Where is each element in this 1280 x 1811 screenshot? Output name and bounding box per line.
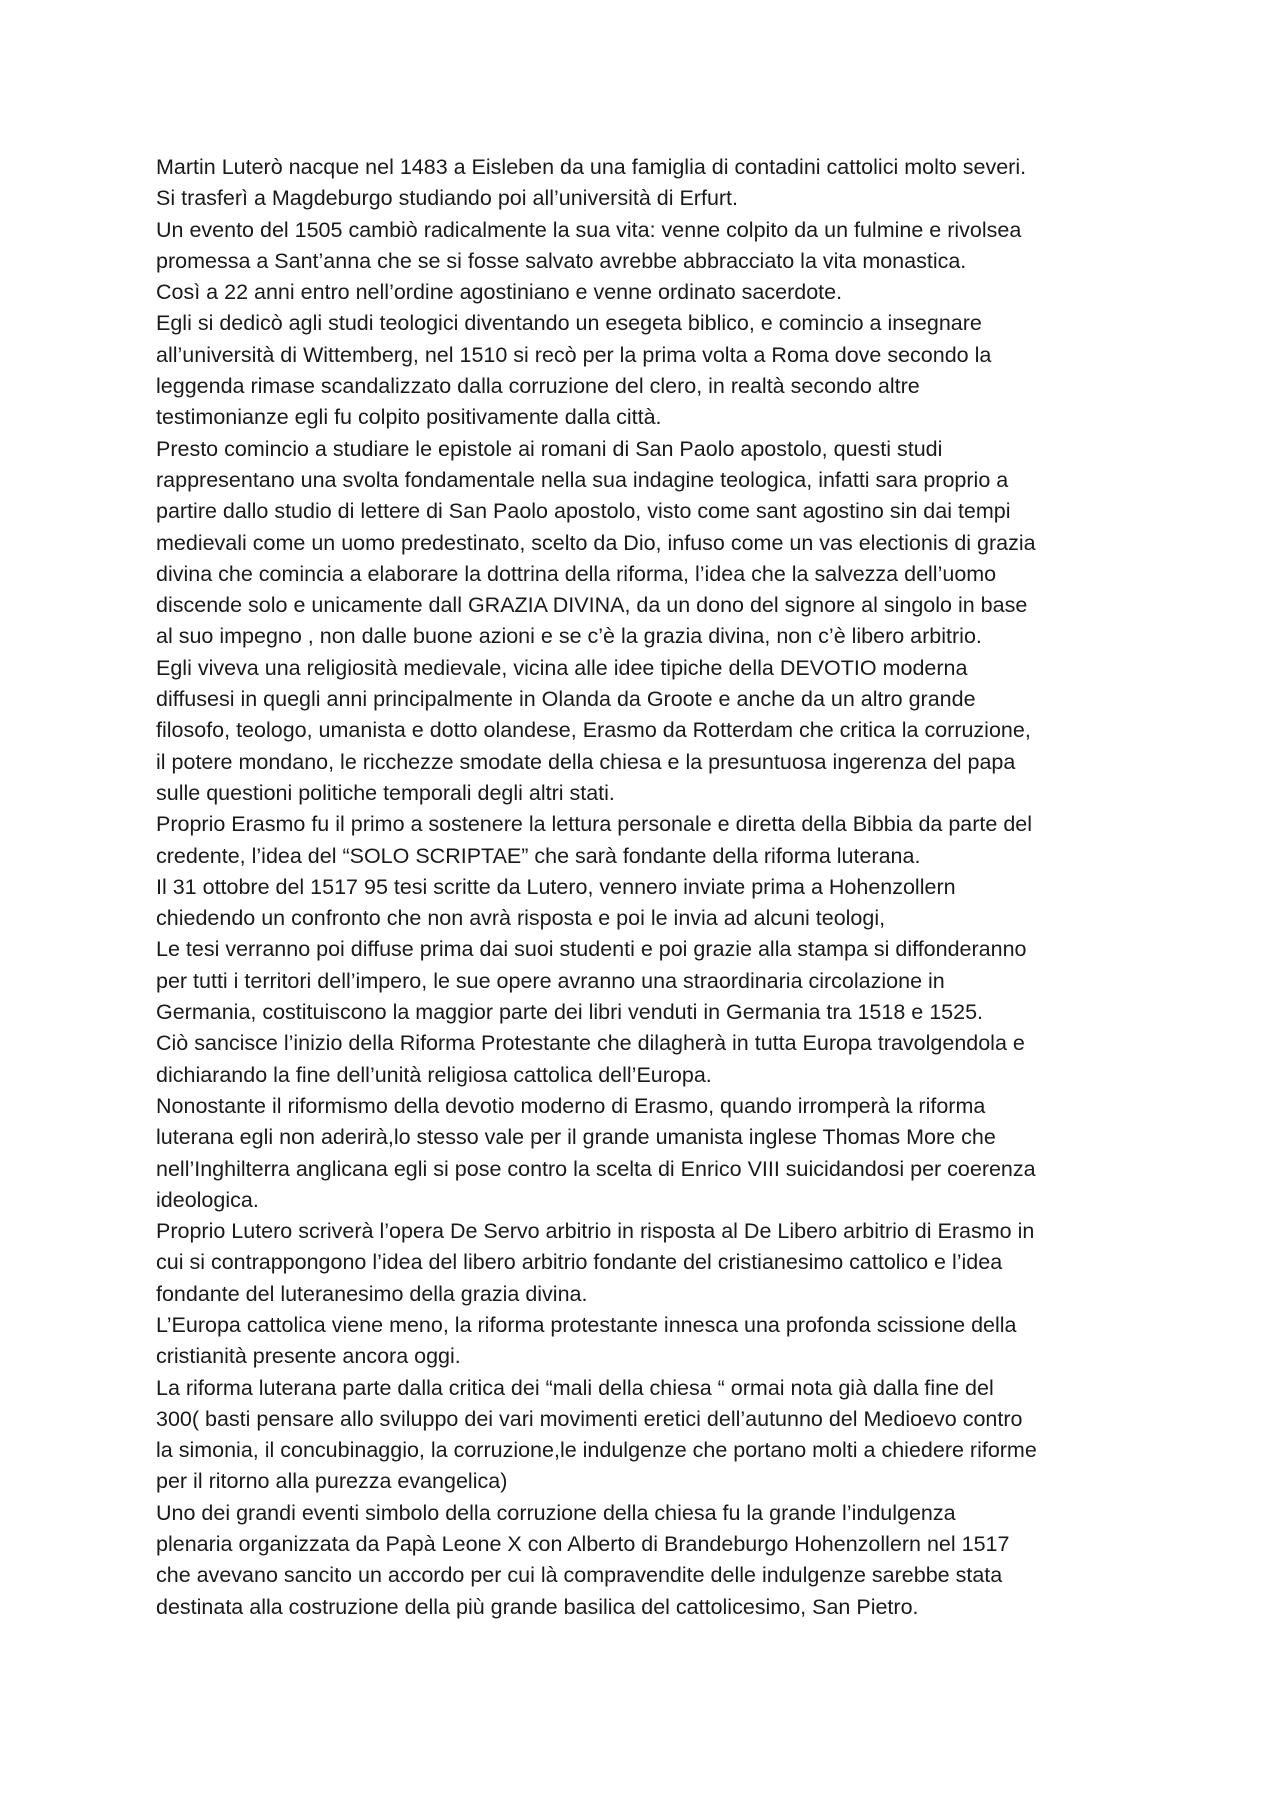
text-line: Egli viveva una religiosità medievale, vicina alle idee tipiche della DEVOTIO moderna bbox=[156, 655, 968, 680]
text-line: Così a 22 anni entro nell’ordine agostiniano e venne ordinato sacerdote. bbox=[156, 280, 843, 305]
text-line: che avevano sancito un accordo per cui là compravendite delle indulgenze sarebbe stata bbox=[156, 1563, 1003, 1588]
text-line: Si trasferì a Magdeburgo studiando poi all’università di Erfurt. bbox=[156, 186, 739, 211]
text-line: Presto comincio a studiare le epistole ai romani di San Paolo apostolo, questi studi bbox=[156, 436, 943, 461]
text-line: all’università di Wittemberg, nel 1510 si recò per la prima volta a Roma dove secondo la bbox=[156, 342, 992, 367]
text-line: plenaria organizzata da Papà Leone X con Alberto di Brandeburgo Hohenzollern nel 1517 bbox=[156, 1532, 1010, 1557]
text-line: la simonia, il concubinaggio, la corruzione,le indulgenze che portano molti a chiedere riforme bbox=[156, 1438, 1037, 1463]
text-line: fondante del luteranesimo della grazia divina. bbox=[156, 1281, 588, 1306]
text-line: medievali come un uomo predestinato, scelto da Dio, infuso come un vas electionis di grazia bbox=[156, 530, 1036, 555]
text-line: La riforma luterana parte dalla critica dei “mali della chiesa “ ormai nota già dalla fine del bbox=[156, 1375, 994, 1400]
text-line: ideologica. bbox=[156, 1187, 259, 1212]
text-line: sulle questioni politiche temporali degli altri stati. bbox=[156, 780, 615, 805]
text-line: Ciò sancisce l’inizio della Riforma Protestante che dilagherà in tutta Europa travolgendola e bbox=[156, 1031, 1025, 1056]
text-line: credente, l’idea del “SOLO SCRIPTAE” che sarà fondante della riforma luterana. bbox=[156, 843, 921, 868]
text-line: diffusesi in quegli anni principalmente in Olanda da Groote e anche da un altro grande bbox=[156, 687, 976, 712]
text-line: leggenda rimase scandalizzato dalla corruzione del clero, in realtà secondo altre bbox=[156, 374, 920, 399]
text-line: cristianità presente ancora oggi. bbox=[156, 1344, 461, 1369]
text-line: promessa a Sant’anna che se si fosse salvato avrebbe abbracciato la vita monastica. bbox=[156, 248, 967, 273]
text-line: 300( basti pensare allo sviluppo dei vari movimenti eretici dell’autunno del Medioevo contro bbox=[156, 1406, 1023, 1431]
text-line: cui si contrappongono l’idea del libero arbitrio fondante del cristianesimo cattolico e l’idea bbox=[156, 1250, 1003, 1275]
text-line: dichiarando la fine dell’unità religiosa cattolica dell’Europa. bbox=[156, 1062, 712, 1087]
text-line: per il ritorno alla purezza evangelica) bbox=[156, 1469, 508, 1494]
text-line: luterana egli non aderirà,lo stesso vale per il grande umanista inglese Thomas More che bbox=[156, 1125, 996, 1150]
text-line: Il 31 ottobre del 1517 95 tesi scritte da Lutero, vennero inviate prima a Hohenzollern bbox=[156, 874, 956, 899]
text-line: Proprio Erasmo fu il primo a sostenere la lettura personale e diretta della Bibbia da parte del bbox=[156, 812, 1033, 837]
text-line: Proprio Lutero scriverà l’opera De Servo arbitrio in risposta al De Libero arbitrio di Erasmo in bbox=[156, 1219, 1035, 1244]
text-line: testimonianze egli fu colpito positivamente dalla città. bbox=[156, 405, 662, 430]
text-line: per tutti i territori dell’impero, le sue opere avranno una straordinaria circolazione in bbox=[156, 968, 945, 993]
text-line: al suo impegno , non dalle buone azioni e se c’è la grazia divina, non c’è libero arbitrio. bbox=[156, 624, 982, 649]
text-line: il potere mondano, le ricchezze smodate della chiesa e la presuntuosa ingerenza del papa bbox=[156, 749, 1016, 774]
text-line: chiedendo un confronto che non avrà risposta e poi le invia ad alcuni teologi, bbox=[156, 906, 886, 931]
text-line: divina che comincia a elaborare la dottrina della riforma, l’idea che la salvezza dell’uomo bbox=[156, 561, 997, 586]
text-line: Martin Luterò nacque nel 1483 a Eisleben da una famiglia di contadini cattolici molto severi. bbox=[156, 155, 1027, 179]
text-line: Un evento del 1505 cambiò radicalmente la sua vita: venne colpito da un fulmine e rivolsea bbox=[156, 217, 1022, 242]
text-line: Germania, costituiscono la maggior parte dei libri venduti in Germania tra 1518 e 1525. bbox=[156, 1000, 984, 1025]
text-line: Uno dei grandi eventi simbolo della corruzione della chiesa fu la grande l’indulgenza bbox=[156, 1500, 956, 1525]
text-line: Le tesi verranno poi diffuse prima dai suoi studenti e poi grazie alla stampa si diffonderanno bbox=[156, 937, 1027, 962]
document-body bbox=[156, 152, 1156, 1623]
text-line: destinata alla costruzione della più grande basilica del cattolicesimo, San Pietro. bbox=[156, 1594, 919, 1619]
text-line: discende solo e unicamente dall GRAZIA DIVINA, da un dono del signore al singolo in base bbox=[156, 593, 1028, 618]
text-line: nell’Inghilterra anglicana egli si pose contro la scelta di Enrico VIII suicidandosi per coerenza bbox=[156, 1156, 1036, 1181]
text-line: Egli si dedicò agli studi teologici diventando un esegeta biblico, e comincio a insegnare bbox=[156, 311, 982, 336]
text-line: Nonostante il riformismo della devotio moderno di Erasmo, quando irromperà la riforma bbox=[156, 1093, 986, 1118]
text-line: L’Europa cattolica viene meno, la riforma protestante innesca una profonda scissione della bbox=[156, 1312, 1017, 1337]
text-line: partire dallo studio di lettere di San Paolo apostolo, visto come sant agostino sin dai tempi bbox=[156, 499, 1011, 524]
text-line: filosofo, teologo, umanista e dotto olandese, Erasmo da Rotterdam che critica la corruzione, bbox=[156, 718, 1031, 743]
text-line: rappresentano una svolta fondamentale nella sua indagine teologica, infatti sara proprio a bbox=[156, 467, 1009, 492]
